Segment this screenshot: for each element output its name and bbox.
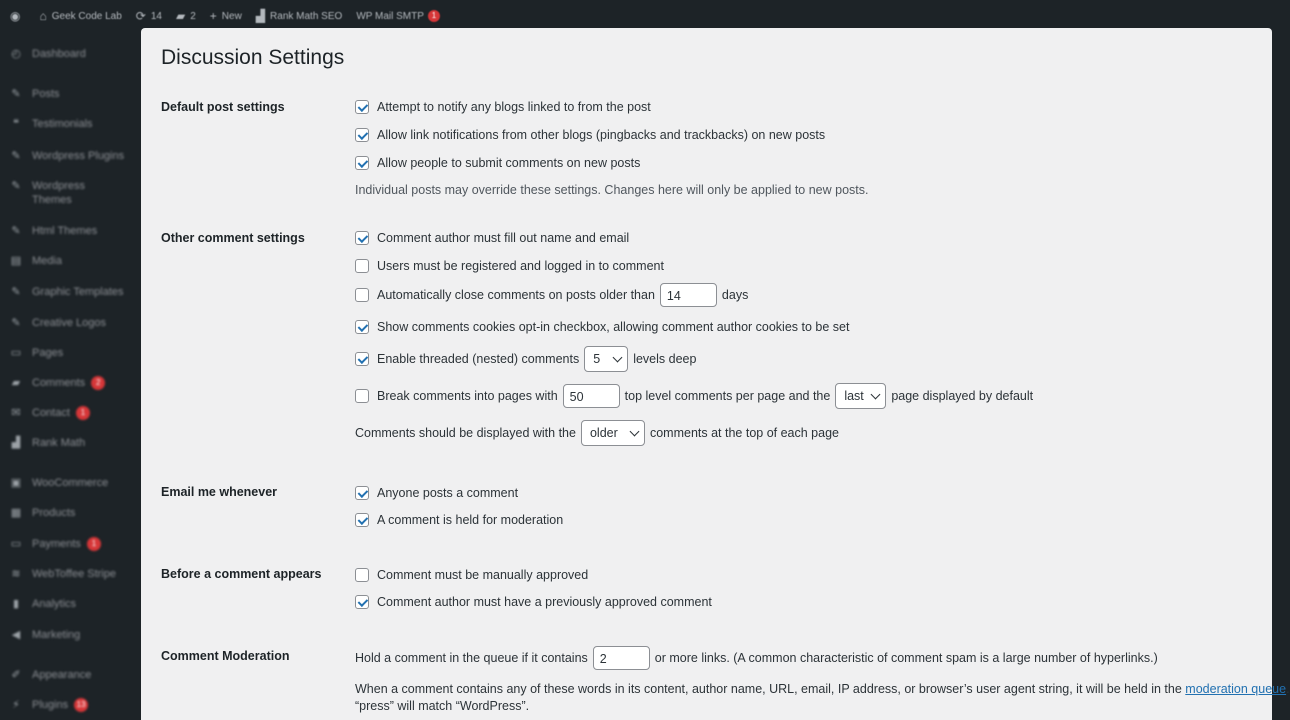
sidebar-item-label: Graphic Templates xyxy=(32,286,124,298)
wp-mail-smtp-link[interactable]: WP Mail SMTP 1 xyxy=(356,10,440,22)
sidebar-item[interactable] xyxy=(8,224,97,238)
sidebar-item-label: Marketing xyxy=(32,629,81,641)
paging-option: Break comments into pages with 50 top level comments per page and the last page displayed by default xyxy=(355,383,1033,409)
notify-blogs-option[interactable]: Attempt to notify any blogs linked to from the post xyxy=(355,100,651,114)
default-post-settings-label: Default post settings xyxy=(161,100,285,114)
sidebar-item[interactable] xyxy=(8,537,101,551)
updates-icon: ⟳ xyxy=(135,9,146,23)
pin-icon: ✎ xyxy=(11,225,21,237)
require-name-email-option[interactable]: Comment author must fill out name and email xyxy=(355,231,629,245)
sidebar-item-label: Creative Logos xyxy=(32,317,106,329)
threaded-comments-option: Enable threaded (nested) comments 5 levels deep xyxy=(355,346,696,372)
box-icon: ▦ xyxy=(10,507,22,519)
comment-order-select[interactable]: older xyxy=(581,420,645,446)
sidebar-item-label: Pages xyxy=(32,347,64,359)
bar-chart-icon: ▮ xyxy=(12,598,20,610)
comments-link[interactable]: ▰ 2 xyxy=(175,9,196,23)
pin-icon: ✎ xyxy=(11,150,21,162)
sidebar-item[interactable] xyxy=(8,179,102,207)
notify-blogs-checkbox[interactable] xyxy=(355,100,369,114)
sidebar-item[interactable] xyxy=(8,436,85,450)
sidebar-item[interactable] xyxy=(8,597,76,611)
home-icon: ⌂ xyxy=(39,9,47,23)
sidebar-item[interactable] xyxy=(8,117,93,131)
comment-moderation-label: Comment Moderation xyxy=(161,649,290,663)
page-icon: ▭ xyxy=(10,347,22,359)
mail-icon: ✉ xyxy=(11,407,21,419)
auto-close-checkbox[interactable] xyxy=(355,288,369,302)
sidebar-item-label: Comments xyxy=(32,377,86,389)
comment-order-option: Comments should be displayed with the older comments at the top of each page xyxy=(355,420,839,446)
notification-badge: 13 xyxy=(74,698,88,712)
sidebar-item[interactable] xyxy=(8,346,63,360)
previously-approved-option[interactable]: Comment author must have a previously approved comment xyxy=(355,595,712,609)
require-registration-option[interactable]: Users must be registered and logged in to comment xyxy=(355,259,664,273)
sidebar-item[interactable] xyxy=(8,47,86,61)
moderation-description: When a comment contains any of these words in its content, author name, URL, email, IP address, or browser’s user agent string, it will be held in the moderation queue . xyxy=(355,682,1290,696)
sidebar-item[interactable] xyxy=(8,506,75,520)
allow-comments-checkbox[interactable] xyxy=(355,156,369,170)
notification-badge: 1 xyxy=(76,406,90,420)
paging-checkbox[interactable] xyxy=(355,389,369,403)
plug-icon: ⚡ xyxy=(12,699,20,711)
sidebar-item[interactable] xyxy=(8,376,105,390)
sidebar-item[interactable] xyxy=(8,149,124,163)
notification-badge: 2 xyxy=(91,376,105,390)
sidebar-item-label: Appearance xyxy=(32,669,92,681)
sidebar-item[interactable] xyxy=(8,567,116,581)
dashboard-icon: ◴ xyxy=(11,48,21,60)
moderation-description-2: “press” will match “WordPress”. xyxy=(355,699,530,713)
sidebar-item-label: WooCommerce xyxy=(32,477,109,489)
sidebar-item[interactable] xyxy=(8,254,62,268)
sidebar-item[interactable] xyxy=(8,668,91,682)
sidebar-item[interactable] xyxy=(8,698,88,712)
manual-approve-option[interactable]: Comment must be manually approved xyxy=(355,568,588,582)
pin-icon: ✎ xyxy=(11,286,21,298)
sidebar-item-label: Products xyxy=(32,507,76,519)
card-icon: ▭ xyxy=(10,538,22,550)
anyone-posts-option[interactable]: Anyone posts a comment xyxy=(355,486,518,500)
sidebar-item-label: WebToffee Stripe xyxy=(32,568,116,580)
thread-depth-select[interactable]: 5 xyxy=(584,346,628,372)
new-content-link[interactable]: + New xyxy=(209,9,242,23)
default-post-note: Individual posts may override these settings. Changes here will only be applied to new posts. xyxy=(355,183,869,197)
cookies-optin-option[interactable]: Show comments cookies opt-in checkbox, allowing comment author cookies to be set xyxy=(355,320,849,334)
allow-comments-option[interactable]: Allow people to submit comments on new posts xyxy=(355,156,640,170)
sidebar-item-label: Dashboard xyxy=(32,48,86,60)
comment-icon: ▰ xyxy=(175,9,186,23)
wordpress-logo-icon[interactable]: ◉ xyxy=(10,9,21,23)
page-title: Discussion Settings xyxy=(161,46,345,69)
sidebar-item[interactable] xyxy=(8,406,90,420)
megaphone-icon: ◀ xyxy=(11,629,21,641)
sidebar-item-label: Posts xyxy=(32,88,60,100)
auto-close-option: Automatically close comments on posts older than 14 days xyxy=(355,282,748,308)
sidebar-item[interactable] xyxy=(8,285,124,299)
sidebar-item-label: Payments xyxy=(32,538,81,550)
sidebar-item[interactable] xyxy=(8,476,108,490)
manual-approve-checkbox[interactable] xyxy=(355,568,369,582)
sidebar-item-label: Rank Math xyxy=(32,437,86,449)
pin-icon: ✎ xyxy=(11,88,21,100)
plus-icon: + xyxy=(209,9,217,23)
email-me-whenever-label: Email me whenever xyxy=(161,485,278,499)
before-comment-appears-label: Before a comment appears xyxy=(161,567,322,581)
quote-icon: ❝ xyxy=(13,118,19,130)
sidebar-item-label: Media xyxy=(32,255,62,267)
default-page-select[interactable]: last xyxy=(835,383,886,409)
allow-pingbacks-option[interactable]: Allow link notifications from other blogs (pingbacks and trackbacks) on new posts xyxy=(355,128,825,142)
cookies-optin-checkbox[interactable] xyxy=(355,320,369,334)
close-days-input[interactable]: 14 xyxy=(660,283,717,307)
woo-icon: ▣ xyxy=(10,477,22,489)
sidebar-item-label: Plugins xyxy=(32,699,69,711)
previously-approved-checkbox[interactable] xyxy=(355,595,369,609)
notification-badge: 1 xyxy=(87,537,101,551)
held-moderation-option[interactable]: A comment is held for moderation xyxy=(355,513,563,527)
sidebar-item-label: Testimonials xyxy=(32,118,93,130)
chevron-down-icon xyxy=(613,353,623,363)
chart-icon: ▟ xyxy=(11,437,21,449)
brush-icon: ✐ xyxy=(11,669,21,681)
chevron-down-icon xyxy=(871,390,881,400)
rank-math-link[interactable]: ▟ Rank Math SEO xyxy=(255,9,343,23)
comments-per-page-input[interactable]: 50 xyxy=(563,384,620,408)
sidebar-item-label: Wordpress Themes xyxy=(32,180,85,206)
pin-icon: ✎ xyxy=(11,317,21,329)
stripe-icon: ≋ xyxy=(11,568,21,580)
sidebar-item[interactable] xyxy=(8,316,106,330)
require-name-email-checkbox[interactable] xyxy=(355,231,369,245)
chart-icon: ▟ xyxy=(255,9,266,23)
comment-icon: ▰ xyxy=(11,377,21,389)
pin-icon: ✎ xyxy=(11,180,21,192)
other-comment-settings-label: Other comment settings xyxy=(161,231,305,245)
moderation-queue-link[interactable]: moderation queue xyxy=(1185,682,1287,696)
notification-badge: 1 xyxy=(428,10,440,22)
allow-pingbacks-checkbox[interactable] xyxy=(355,128,369,142)
require-registration-checkbox[interactable] xyxy=(355,259,369,273)
anyone-posts-checkbox[interactable] xyxy=(355,486,369,500)
sidebar-item[interactable] xyxy=(8,628,80,642)
threaded-comments-checkbox[interactable] xyxy=(355,352,369,366)
updates-link[interactable]: ⟳ 14 xyxy=(135,9,162,23)
sidebar-item-label: Html Themes xyxy=(32,225,98,237)
held-moderation-checkbox[interactable] xyxy=(355,513,369,527)
sidebar-item[interactable] xyxy=(8,87,60,101)
sidebar-item-label: Contact xyxy=(32,407,70,419)
chevron-down-icon xyxy=(630,427,640,437)
moderation-links-input[interactable]: 2 xyxy=(593,646,650,670)
media-icon: ▤ xyxy=(10,255,22,267)
admin-sidebar xyxy=(0,32,140,720)
discussion-settings-panel xyxy=(141,28,1290,720)
site-name-link[interactable]: ⌂ Geek Code Lab xyxy=(39,9,122,23)
moderation-links-option: Hold a comment in the queue if it contains 2 or more links. (A common characteristic of comment spam is a large number of hyperlinks.) xyxy=(355,645,1158,671)
sidebar-item-label: Wordpress Plugins xyxy=(32,150,125,162)
sidebar-item-label: Analytics xyxy=(32,598,77,610)
